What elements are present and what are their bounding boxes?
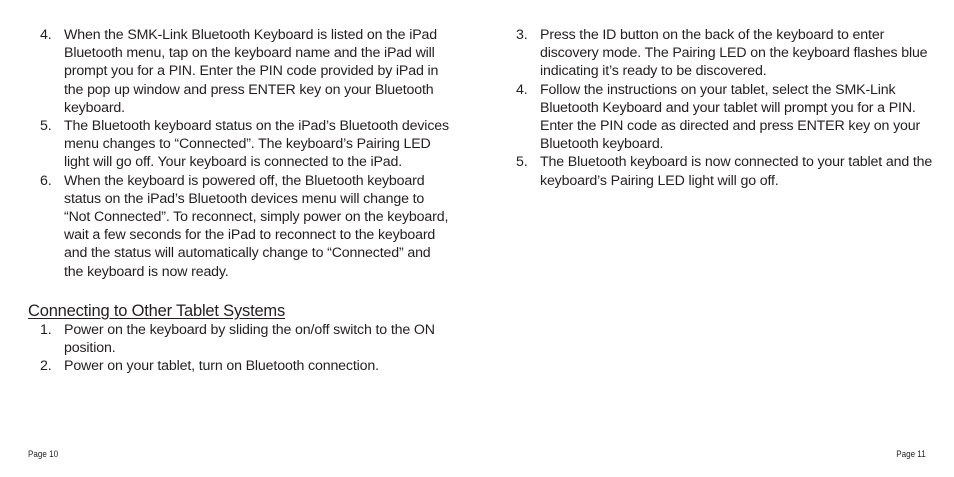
list-item-number: 1.: [40, 321, 52, 338]
list-item: [28, 357, 453, 375]
page-number-right: Page 11: [896, 449, 926, 460]
list-item: [504, 81, 934, 154]
right-column: [504, 26, 934, 190]
pairing-steps-list: [28, 26, 453, 281]
list-item-text: Power on your tablet, turn on Bluetooth connection.: [64, 358, 379, 375]
list-item-text: When the SMK-Link Bluetooth Keyboard is listed on the iPad Bluetooth menu, tap on the keyboard name and the iPad will prompt you for a PIN. Enter the PIN code provided by iPad in the pop up window and press ENTER key on your Bluetooth keyboard.: [64, 27, 439, 116]
list-item-number: 2.: [40, 358, 52, 375]
left-column: [28, 26, 453, 375]
list-item-number: 4.: [40, 27, 52, 43]
list-item-number: 6.: [40, 172, 52, 189]
list-item-number: 5.: [40, 118, 52, 135]
list-item-text: Press the ID button on the back of the keyboard to enter discovery mode. The Pairing LED on the keyboard flashes blue indicating it’s ready to be discovered.: [540, 27, 928, 80]
list-item-text: Follow the instructions on your tablet, select the SMK-Link Bluetooth Keyboard and your tablet will prompt you for a PIN. Enter the PIN code as directed and press ENTER key on your Bluetooth keyboard.: [540, 81, 921, 153]
list-item: [28, 26, 453, 117]
other-tablet-steps-list: [28, 321, 453, 376]
right-page: [477, 0, 954, 477]
other-tablet-steps-continued-list: [504, 26, 934, 190]
page-number-left: Page 10: [28, 449, 59, 460]
section-heading: Connecting to Other Tablet Systems: [28, 301, 286, 320]
list-item: [504, 26, 934, 81]
list-item: [28, 117, 453, 172]
list-item-text: Power on the keyboard by sliding the on/off switch to the ON position.: [64, 321, 435, 357]
list-item-number: 4.: [516, 81, 528, 98]
list-item-number: 3.: [516, 27, 528, 43]
list-item-text: When the keyboard is powered off, the Bluetooth keyboard status on the iPad’s Bluetooth devices menu will change to “Not Connected”. To reconnect, simply power on the keyboard, wait a few seconds for the iPad to reconnect to the keyboard and the status will automatically change to “Connected” and the keyboard is now ready.: [64, 172, 449, 280]
list-item-text: The Bluetooth keyboard status on the iPad’s Bluetooth devices menu changes to “Connected”. The keyboard’s Pairing LED light will go off. Your keyboard is connected to the iPad.: [64, 118, 449, 171]
list-item-text: The Bluetooth keyboard is now connected to your tablet and the keyboard’s Pairing LED light will go off.: [540, 154, 933, 189]
list-item: [28, 172, 453, 281]
list-item: [504, 153, 934, 189]
list-item: [28, 321, 453, 357]
list-item-number: 5.: [516, 154, 528, 171]
